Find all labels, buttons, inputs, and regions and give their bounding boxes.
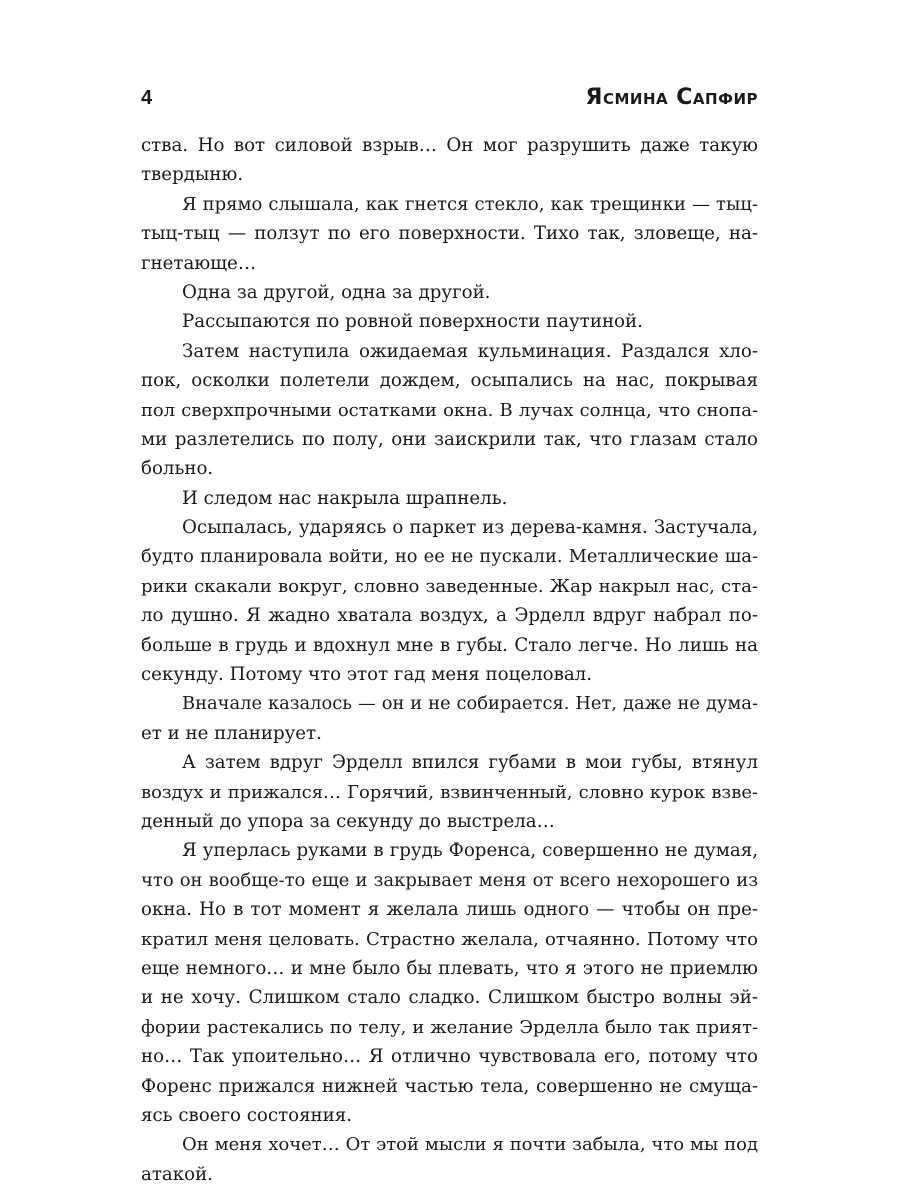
page-number: 4: [141, 87, 153, 109]
text-line: ми разлетелись по полу, они заискрили так, что глазам стало: [141, 428, 758, 450]
text-line: ло душно. Я жадно хватала воздух, а Эрделл вдруг набрал по-: [141, 605, 758, 627]
text-line: Форенс прижался нижней частью тела, совершенно не смуща-: [141, 1075, 758, 1097]
text-line: ет и не планирует.: [141, 722, 322, 744]
text-line: Он меня хочет… От этой мысли я почти забыла, что мы под: [182, 1134, 758, 1156]
text-line: и не хочу. Слишком стало сладко. Слишком быстро волны эй-: [141, 987, 758, 1009]
text-line: И следом нас накрыла шрапнель.: [182, 487, 508, 509]
body-text: [141, 131, 758, 1189]
text-line: тыц-тыц — ползут по его поверхности. Тихо так, зловеще, на-: [141, 223, 758, 245]
text-line: твердыню.: [141, 164, 244, 186]
text-line: Осыпалась, ударяясь о паркет из дерева-камня. Застучала,: [182, 517, 758, 539]
text-line: больно.: [141, 458, 214, 480]
text-line: но… Так упоительно… Я отлично чувствовала его, потому что: [141, 1046, 758, 1068]
text-line: денный до упора за секунду до выстрела…: [141, 810, 555, 832]
text-line: воздух и прижался… Горячий, взвинченный, словно курок взве-: [141, 781, 758, 803]
text-line: А затем вдруг Эрделл впился губами в мои губы, втянул: [182, 752, 758, 774]
text-line: гнетающе…: [141, 252, 257, 274]
text-line: окна. Но в тот момент я желала лишь одного — чтобы он пре-: [141, 899, 758, 921]
text-line: ясь своего состояния.: [141, 1104, 353, 1126]
text-line: еще немного… и мне было бы плевать, что я этого не приемлю: [141, 957, 758, 979]
text-line: Одна за другой, одна за другой.: [182, 281, 491, 303]
text-line: Затем наступила ожидаемая кульминация. Раздался хло-: [182, 340, 758, 362]
text-line: фории растекались по телу, и желание Эрделла было так прият-: [141, 1016, 758, 1038]
running-head-author: Ясмина Сапфир: [585, 85, 758, 110]
text-line: Я уперлась руками в грудь Форенса, совершенно не думая,: [182, 840, 758, 862]
text-line: секунду. Потому что этот гад меня поцеловал.: [141, 664, 593, 686]
text-line: Рассыпаются по ровной поверхности паутиной.: [182, 311, 643, 333]
text-line: Вначале казалось — он и не собирается. Нет, даже не дума-: [182, 693, 758, 715]
text-line: что он вообще-то еще и закрывает меня от всего нехорошего из: [141, 869, 758, 891]
text-line: Я прямо слышала, как гнется стекло, как трещинки — тыц-: [182, 193, 758, 215]
text-line: атакой.: [141, 1163, 213, 1185]
text-line: пок, осколки полетели дождем, осыпались на нас, покрывая: [141, 370, 758, 392]
text-line: кратил меня целовать. Страстно желала, отчаянно. Потому что: [141, 928, 758, 950]
text-line: рики скакали вокруг, словно заведенные. Жар накрыл нас, ста-: [141, 575, 758, 597]
text-line: пол сверхпрочными остатками окна. В лучах солнца, что снопа-: [141, 399, 758, 421]
page-header: [141, 86, 758, 118]
text-line: ства. Но вот силовой взрыв… Он мог разрушить даже такую: [141, 135, 758, 156]
text-line: будто планировала войти, но ее не пускали. Металлические ша-: [141, 546, 758, 568]
text-line: больше в грудь и вдохнул мне в губы. Стало легче. Но лишь на: [141, 634, 758, 656]
